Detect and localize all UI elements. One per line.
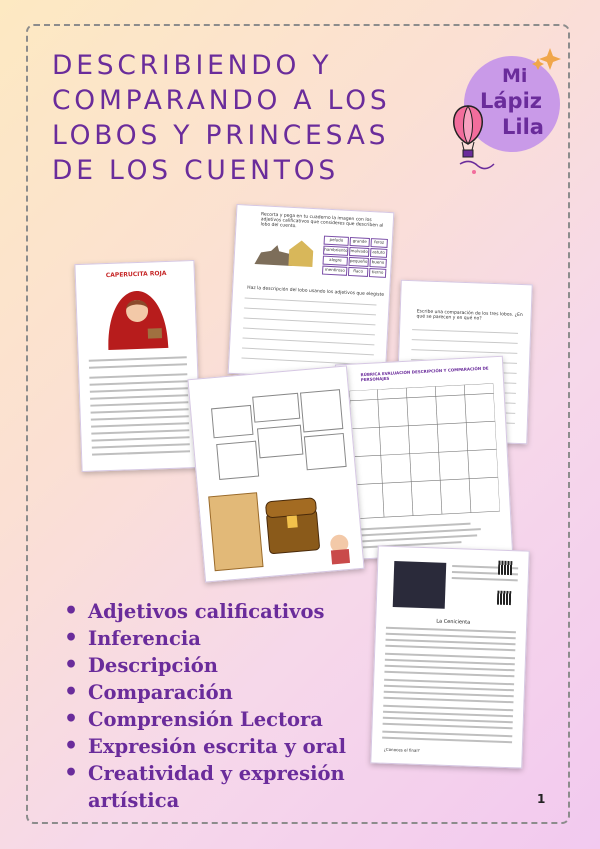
adjective-chip: flaco <box>348 267 368 277</box>
logo-text: Lápiz <box>480 89 543 113</box>
dot-decoration <box>472 170 476 174</box>
preview-doc-title: CAPERUCITA ROJA <box>105 269 167 280</box>
preview-caperucita <box>74 260 201 472</box>
skill-item: • Inferencia <box>64 625 358 652</box>
brand-logo <box>440 36 570 186</box>
wolf-house-illustration <box>248 234 320 274</box>
adjective-chip: grande <box>350 237 370 247</box>
skill-item: • Expresión escrita y oral <box>64 733 358 760</box>
adjective-chip: astuto <box>370 248 388 258</box>
adjective-grid <box>322 236 388 278</box>
logo-text: Lila <box>502 115 544 139</box>
qr-code-icon <box>498 561 512 575</box>
qr-code-icon <box>497 591 511 605</box>
preview-cenicienta <box>370 545 530 768</box>
preview-prompt: Escribe una comparación de los tres lobos. ¿En qué se parecen y en qué no? <box>416 309 523 322</box>
adjective-chip: peludo <box>324 236 350 246</box>
hot-air-balloon-icon <box>454 106 483 157</box>
logo-text: Mi <box>502 65 528 87</box>
swirl-decoration <box>460 161 494 168</box>
preview-doc-title: La Cenicienta <box>436 618 471 626</box>
skills-list <box>64 598 358 814</box>
adjective-chip: tierno <box>369 268 387 278</box>
preview-doc-title: RÚBRICA EVALUACIÓN DESCRIPCIÓN Y COMPARACIÓN DE PERSONAJES <box>360 365 489 383</box>
adjective-chip: mentiroso <box>322 266 348 276</box>
title-line: LOBOS Y PRINCESAS <box>52 120 390 151</box>
title-line: DESCRIBIENDO Y <box>52 50 333 81</box>
preview-rubrica <box>335 356 513 561</box>
skill-item: • Creatividad y expresión artística <box>64 760 358 814</box>
preview-footer: ¿Conoces el final? <box>383 746 420 753</box>
cinderella-photo <box>393 561 447 609</box>
page-number: 1 <box>537 792 546 806</box>
skill-item: • Comparación <box>64 679 358 706</box>
adjective-chip: bueno <box>369 258 387 268</box>
skill-item: • Descripción <box>64 652 358 679</box>
page-title <box>52 48 412 188</box>
skill-item: • Comprensión Lectora <box>64 706 358 733</box>
star-icon <box>539 48 561 70</box>
adjective-chip: pequeño <box>349 257 369 267</box>
preview-instruction: Recorta y pega en tu cuaderno la imagen con los adjetivos calificativos que consideres que describen al lobo del cuento. <box>260 212 384 230</box>
title-line: COMPARANDO A LOS <box>52 85 391 116</box>
preview-prompt: Haz la descripción del lobo usando los adjetivos que elegiste <box>247 285 385 298</box>
preview-organizador <box>187 365 364 582</box>
rubric-table <box>349 383 500 520</box>
title-line: DE LOS CUENTOS <box>52 155 340 186</box>
red-riding-hood-illustration <box>96 280 178 353</box>
adjective-chip: malvado <box>349 247 369 257</box>
preview-adjetivos-lobo <box>228 204 395 382</box>
adjective-chip: feroz <box>370 238 388 248</box>
skill-item: • Adjetivos calificativos <box>64 598 358 625</box>
adjective-chip: hambriento <box>323 246 349 256</box>
treasure-chest-illustration <box>204 478 359 577</box>
adjective-chip: alegre <box>323 256 349 266</box>
